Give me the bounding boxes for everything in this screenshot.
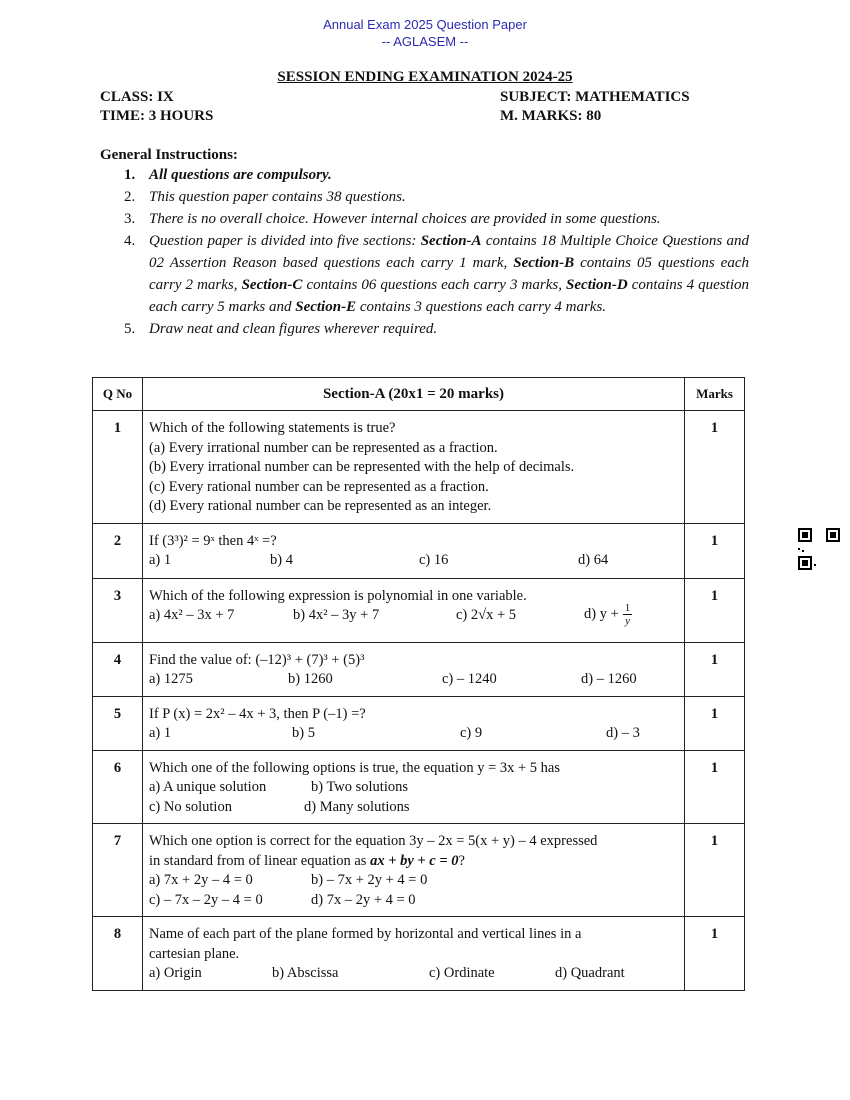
question-content: [143, 411, 685, 524]
question-marks: 1: [685, 411, 745, 524]
question-marks: 1: [685, 642, 745, 696]
item-text: contains 05 questions each carry 2 marks,: [149, 255, 749, 293]
option: d) 7x – 2y + 4 = 0: [311, 891, 416, 908]
marks-header: Marks: [685, 378, 745, 411]
class-label: CLASS: IX: [100, 89, 174, 105]
item-text: There is no overall choice. However internal choices are provided in some questions.: [149, 211, 661, 227]
question-number: 1: [93, 411, 143, 524]
item-number: 5.: [124, 321, 136, 337]
section-name: Section-E: [295, 299, 357, 315]
item-text: All questions are compulsory.: [149, 167, 332, 183]
question-stem-line2: [149, 852, 678, 872]
question-stem: Find the value of: (–12)³ + (7)³ + (5)³: [149, 651, 365, 668]
question-number: 4: [93, 642, 143, 696]
instructions-heading: General Instructions:: [100, 147, 238, 163]
question-content: [143, 917, 685, 991]
question-marks: 1: [685, 750, 745, 824]
question-content: [143, 578, 685, 642]
option: b) 4x² – 3y + 7: [293, 607, 380, 623]
section-name: Section-D: [566, 277, 628, 293]
option: a) Origin: [149, 965, 202, 981]
section-name: Section-A: [420, 233, 482, 249]
item-text: contains 06 questions each carry 3 marks,: [302, 277, 567, 293]
question-stem: If P (x) = 2x² – 4x + 3, then P (–1) =?: [149, 705, 366, 722]
question-number: 2: [93, 523, 143, 578]
option: b) 4: [270, 552, 293, 568]
question-stem: Which of the following statements is true?: [149, 420, 396, 436]
option: b) – 7x + 2y + 4 = 0: [311, 872, 428, 888]
option: (d) Every rational number can be represented as an integer.: [149, 498, 492, 514]
option: c) No solution: [149, 798, 232, 815]
item-text: This question paper contains 38 questions.: [149, 189, 406, 205]
option: c) 9: [460, 725, 483, 741]
option: d) Many solutions: [304, 798, 410, 815]
option: (a) Every irrational number can be represented as a fraction.: [149, 439, 498, 456]
instruction-item: [100, 186, 749, 208]
question-number: 8: [93, 917, 143, 991]
option: a) 1275: [149, 671, 193, 687]
question-stem-line2: cartesian plane.: [149, 945, 240, 962]
item-number: 1.: [124, 167, 136, 183]
question-content: [143, 824, 685, 917]
question-content: [143, 642, 685, 696]
section-header: Section-A (20x1 = 20 marks): [143, 378, 685, 411]
item-number: 4.: [124, 233, 136, 249]
option: d) – 1260: [581, 671, 637, 687]
section-name: Section-C: [241, 277, 303, 293]
section-name: Section-B: [513, 255, 575, 271]
question-number: 7: [93, 824, 143, 917]
table-header-row: [93, 378, 745, 411]
option: a) 7x + 2y – 4 = 0: [149, 872, 253, 888]
stem-text: ?: [458, 852, 465, 869]
table-row: [93, 824, 745, 917]
watermark-title: Annual Exam 2025 Question Paper: [323, 17, 527, 32]
table-row: [93, 750, 745, 824]
question-marks: 1: [685, 578, 745, 642]
stem-text: in standard from of linear equation as: [149, 852, 371, 869]
instruction-item: [100, 208, 749, 230]
option: d) 64: [578, 552, 609, 568]
watermark-brand: -- AGLASEM --: [381, 34, 469, 49]
question-stem: Which one of the following options is true, the equation y = 3x + 5 has: [149, 759, 561, 776]
question-stem: Which of the following expression is polynomial in one variable.: [149, 587, 527, 604]
option: a) 1: [149, 725, 172, 741]
standard-form: ax + by + c = 0: [370, 852, 459, 869]
question-number: 3: [93, 578, 143, 642]
option: c) – 1240: [442, 671, 497, 687]
question-marks: 1: [685, 824, 745, 917]
question-stem: If (3³)² = 9ˣ then 4ˣ =?: [149, 532, 277, 549]
option: c) 2√x + 5: [456, 607, 517, 623]
exam-title: SESSION ENDING EXAMINATION 2024-25: [277, 69, 573, 85]
item-number: 3.: [124, 211, 136, 227]
fraction-denominator: y: [625, 615, 630, 627]
max-marks-label: M. MARKS: 80: [500, 108, 602, 124]
option: (c) Every rational number can be represented as a fraction.: [149, 478, 489, 495]
qno-header: Q No: [93, 378, 143, 411]
table-row: [93, 696, 745, 750]
option: b) Two solutions: [311, 779, 409, 795]
question-marks: 1: [685, 523, 745, 578]
option-d: [584, 602, 632, 627]
option: c) Ordinate: [429, 965, 495, 981]
option: c) 16: [419, 552, 449, 568]
item-text: contains 3 questions each carry 4 marks.: [356, 299, 607, 315]
item-text: Question paper is divided into five sections:: [149, 233, 421, 249]
fraction-numerator: 1: [624, 602, 631, 614]
subject-label: SUBJECT: MATHEMATICS: [500, 89, 690, 105]
table-row: [93, 642, 745, 696]
option: c) – 7x – 2y – 4 = 0: [149, 891, 263, 908]
table-row: [93, 578, 745, 642]
option: b) 1260: [288, 671, 333, 687]
instruction-item: [100, 318, 749, 340]
fraction: [623, 602, 633, 627]
table-row: [93, 523, 745, 578]
time-label: TIME: 3 HOURS: [100, 108, 214, 124]
table-row: [93, 917, 745, 991]
question-marks: 1: [685, 917, 745, 991]
item-number: 2.: [124, 189, 136, 205]
question-content: [143, 523, 685, 578]
item-text: contains 4 question each carry 5 marks and: [149, 277, 750, 315]
question-number: 6: [93, 750, 143, 824]
question-content: [143, 696, 685, 750]
option: (b) Every irrational number can be represented with the help of decimals.: [149, 459, 575, 475]
option: a) 1: [149, 552, 172, 568]
qr-code-icon: [798, 528, 840, 570]
item-text: Draw neat and clean figures wherever required.: [149, 321, 438, 337]
question-number: 5: [93, 696, 143, 750]
option: d) y +: [584, 605, 619, 622]
question-content: [143, 750, 685, 824]
option: d) – 3: [606, 725, 640, 741]
instruction-item: [100, 164, 749, 186]
question-stem: Which one option is correct for the equation 3y – 2x = 5(x + y) – 4 expressed: [149, 833, 598, 849]
questions-table: [92, 377, 745, 991]
option: a) A unique solution: [149, 779, 267, 795]
option: b) Abscissa: [272, 965, 339, 981]
option: a) 4x² – 3x + 7: [149, 607, 235, 623]
question-stem: Name of each part of the plane formed by horizontal and vertical lines in a: [149, 926, 582, 942]
general-instructions: [100, 147, 749, 340]
instruction-item: [100, 230, 749, 318]
question-marks: 1: [685, 696, 745, 750]
option: d) Quadrant: [555, 965, 625, 981]
option: b) 5: [292, 725, 315, 741]
item-text: contains 18 Multiple Choice Questions and 02 Assertion Reason based questions each carry 1 mark,: [149, 233, 749, 271]
table-row: [93, 411, 745, 524]
